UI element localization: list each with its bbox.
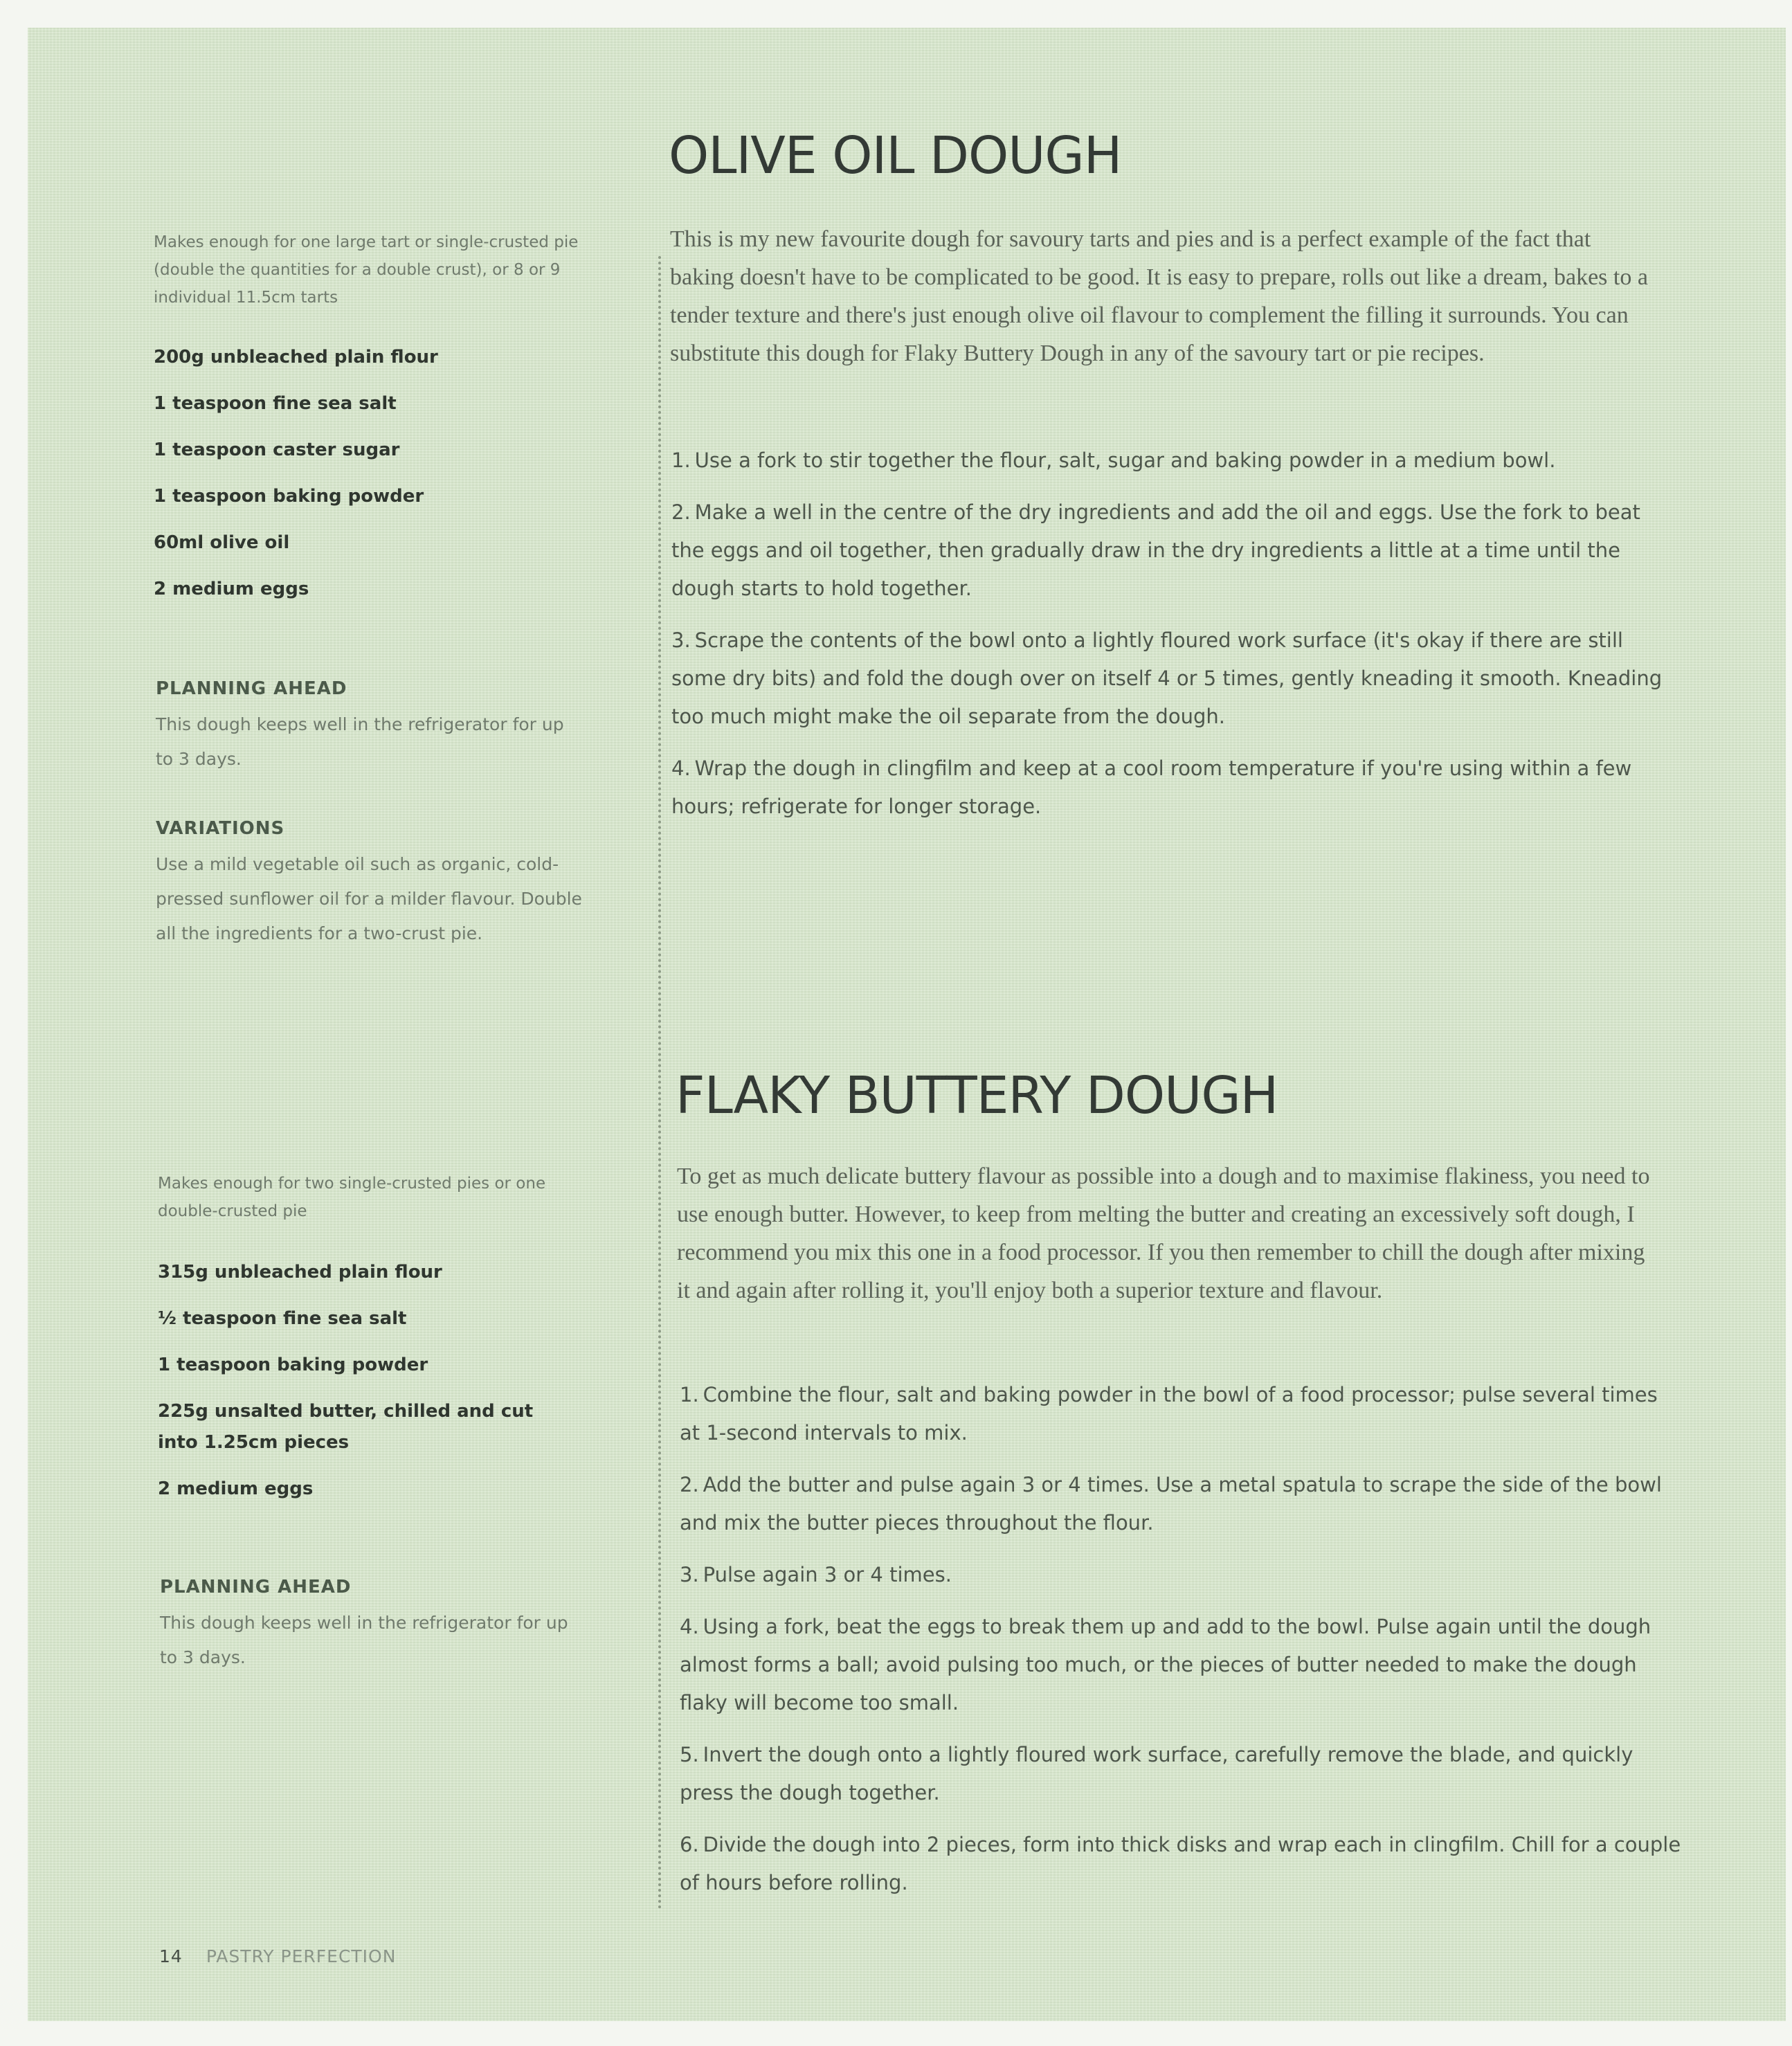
method-step: 1. Use a fork to stir together the flour, salt, sugar and baking powder in a medium bowl. xyxy=(671,449,1556,472)
planning-ahead-heading: PLANNING AHEAD xyxy=(156,678,347,699)
ingredient-item: 60ml olive oil xyxy=(154,532,290,553)
method-step: 1. Combine the flour, salt and baking powder in the bowl of a food processor; pulse several times at 1-second intervals to mix. xyxy=(680,1383,1658,1445)
method-step: 4. Wrap the dough in clingfilm and keep at a cool room temperature if you're using within a few hours; refrigerate for longer storage. xyxy=(671,757,1632,818)
method-step: 4. Using a fork, beat the eggs to break them up and add to the bowl. Pulse again until the dough almost forms a ball; avoid pulsing too much, or the pieces of butter needed to make the dough flaky will become too small. xyxy=(680,1615,1651,1714)
ingredient-item: 225g unsalted butter, chilled and cut into 1.25cm pieces xyxy=(158,1401,534,1453)
ingredient-item: 1 teaspoon baking powder xyxy=(154,486,424,507)
variations-text: Use a mild vegetable oil such as organic, cold-pressed sunflower oil for a milder flavour. Double all the ingredients for a two-crust pie. xyxy=(156,854,582,943)
method-step: 3. Scrape the contents of the bowl onto a lightly floured work surface (it's okay if there are still some dry bits) and fold the dough over on itself 4 or 5 times, gently kneading it smooth. Kneading too much might make the oil separate from the dough. xyxy=(671,628,1663,728)
method-steps-flaky-buttery-dough xyxy=(680,1376,1683,1916)
recipe-intro-olive-oil-dough: This is my new favourite dough for savoury tarts and pies and is a perfect example of the fact that baking doesn't have to be complicated to be good. It is easy to prepare, rolls out like a dream, bakes to a tender texture and there's just enough olive oil flavour to complement the filling it surrounds. You can substitute this dough for Flaky Buttery Dough in any of the savoury tart or pie recipes. xyxy=(670,226,1648,366)
ingredient-item: 1 teaspoon caster sugar xyxy=(154,440,400,460)
ingredient-item: 315g unbleached plain flour xyxy=(158,1262,442,1283)
column-divider xyxy=(658,256,661,1910)
ingredient-list-flaky-buttery-dough xyxy=(158,1257,573,1520)
page-number: 14 xyxy=(159,1946,183,1966)
ingredient-list-olive-oil-dough xyxy=(154,342,610,620)
method-step: 2. Make a well in the centre of the dry ingredients and add the oil and eggs. Use the fork to beat the eggs and oil together, then gradually draw in the dry ingredients a little at a time until the dough starts to hold together. xyxy=(671,500,1640,600)
book-title: PASTRY PERFECTION xyxy=(206,1946,397,1966)
ingredient-item: 2 medium eggs xyxy=(154,579,309,599)
ingredient-item: ½ teaspoon fine sea salt xyxy=(158,1308,407,1329)
method-step: 2. Add the butter and pulse again 3 or 4 times. Use a metal spatula to scrape the side of the bowl and mix the butter pieces throughout the flour. xyxy=(680,1473,1662,1534)
method-step: 5. Invert the dough onto a lightly floured work surface, carefully remove the blade, and quickly press the dough together. xyxy=(680,1743,1633,1804)
ingredient-item: 1 teaspoon fine sea salt xyxy=(154,393,397,414)
ingredient-item: 2 medium eggs xyxy=(158,1478,314,1499)
planning-ahead-text: This dough keeps well in the refrigerator for up to 3 days. xyxy=(160,1613,568,1667)
ingredient-item: 1 teaspoon baking powder xyxy=(158,1355,428,1375)
yield-note-flaky-buttery-dough: Makes enough for two single-crusted pies or one double-crusted pie xyxy=(158,1175,546,1220)
method-step: 3. Pulse again 3 or 4 times. xyxy=(680,1563,952,1586)
recipe-title-olive-oil-dough: OLIVE OIL DOUGH xyxy=(669,126,1122,185)
method-steps-olive-oil-dough xyxy=(671,442,1668,840)
planning-ahead-text: This dough keeps well in the refrigerator for up to 3 days. xyxy=(156,714,564,769)
planning-ahead-heading: PLANNING AHEAD xyxy=(160,1577,352,1597)
page-footer xyxy=(159,1946,396,1966)
method-step: 6. Divide the dough into 2 pieces, form into thick disks and wrap each in clingfilm. Chill for a couple of hours before rolling. xyxy=(680,1833,1681,1894)
recipe-title-flaky-buttery-dough: FLAKY BUTTERY DOUGH xyxy=(676,1066,1278,1125)
variations-heading: VARIATIONS xyxy=(156,818,285,839)
yield-note-olive-oil-dough: Makes enough for one large tart or single-crusted pie (double the quantities for a double crust), or 8 or 9 individual 11.5cm tarts xyxy=(154,233,579,307)
recipe-intro-flaky-buttery-dough: To get as much delicate buttery flavour as possible into a dough and to maximise flakiness, you need to use enough butter. However, to keep from melting the butter and creating an excessively soft dough, I recommend you mix this one in a food processor. If you then remember to chill the dough after mixing it and again after rolling it, you'll enjoy both a superior texture and flavour. xyxy=(677,1164,1650,1303)
ingredient-item: 200g unbleached plain flour xyxy=(154,347,438,368)
